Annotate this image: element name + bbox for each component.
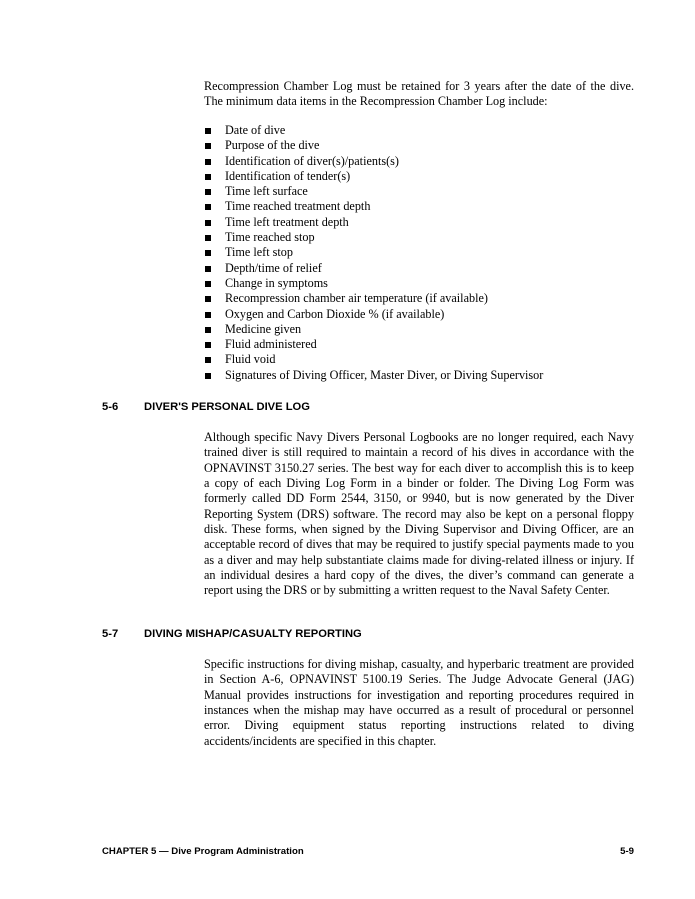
list-item-text: Medicine given bbox=[225, 321, 302, 336]
intro-paragraph: Recompression Chamber Log must be retained for 3 years after the date of the dive. The minimum data items in the Recompression Chamber Log include: bbox=[204, 79, 634, 109]
list-item-text: Recompression chamber air temperature (if available) bbox=[225, 291, 488, 306]
list-item-text: Time reached treatment depth bbox=[225, 199, 371, 214]
list-item-text: Identification of tender(s) bbox=[225, 168, 351, 183]
list-item bbox=[204, 169, 634, 184]
section-title: DIVER'S PERSONAL DIVE LOG bbox=[144, 401, 310, 413]
list-item bbox=[204, 337, 634, 352]
square-bullet-icon bbox=[205, 342, 211, 348]
list-item bbox=[204, 184, 634, 199]
square-bullet-icon bbox=[205, 296, 211, 302]
list-item-text: Change in symptoms bbox=[225, 275, 328, 290]
section-heading-5-7 bbox=[102, 627, 362, 641]
list-item bbox=[204, 291, 634, 306]
list-item-text: Date of dive bbox=[225, 123, 286, 137]
list-item bbox=[204, 261, 634, 276]
square-bullet-icon bbox=[205, 250, 211, 256]
square-bullet-icon bbox=[205, 373, 211, 379]
list-item-text: Time left treatment depth bbox=[225, 214, 349, 229]
section-number: 5-7 bbox=[102, 628, 119, 640]
footer-page-number: 5-9 bbox=[620, 846, 634, 857]
chamber-log-items-list bbox=[204, 123, 634, 383]
square-bullet-icon bbox=[205, 281, 211, 287]
footer-chapter-title: CHAPTER 5 — Dive Program Administration bbox=[102, 846, 304, 857]
list-item bbox=[204, 154, 634, 169]
list-item-text: Identification of diver(s)/patients(s) bbox=[225, 153, 399, 168]
square-bullet-icon bbox=[205, 189, 211, 195]
section-5-7-paragraph: Specific instructions for diving mishap, casualty, and hyperbaric treatment are provided in Section A-6, OPNAVINST 5100.19 Series. The Judge Advocate General (JAG) Manual provides instructions for investigation and reporting procedures required in instances when the mishap may have occurred as a result of procedural or personnel error. Diving equipment status reporting instructions related to diving accidents/incidents are specified in this chapter. bbox=[204, 657, 634, 748]
list-item-text: Time reached stop bbox=[225, 230, 315, 245]
list-item bbox=[204, 352, 634, 367]
list-item-text: Time left stop bbox=[225, 245, 293, 260]
list-item-text: Purpose of the dive bbox=[225, 138, 320, 153]
list-item bbox=[204, 230, 634, 245]
list-item-text: Oxygen and Carbon Dioxide % (if available) bbox=[225, 306, 445, 321]
square-bullet-icon bbox=[205, 357, 211, 363]
list-item bbox=[204, 368, 634, 383]
list-item bbox=[204, 215, 634, 230]
section-number: 5-6 bbox=[102, 401, 119, 413]
list-item-text: Depth/time of relief bbox=[225, 260, 322, 275]
square-bullet-icon bbox=[205, 174, 211, 180]
section-title: DIVING MISHAP/CASUALTY REPORTING bbox=[144, 628, 362, 640]
square-bullet-icon bbox=[205, 327, 211, 333]
list-item-text: Signatures of Diving Officer, Master Diver, or Diving Supervisor bbox=[225, 367, 544, 382]
list-item bbox=[204, 276, 634, 291]
square-bullet-icon bbox=[205, 220, 211, 226]
list-item bbox=[204, 138, 634, 153]
square-bullet-icon bbox=[205, 143, 211, 149]
square-bullet-icon bbox=[205, 159, 211, 165]
square-bullet-icon bbox=[205, 128, 211, 134]
square-bullet-icon bbox=[205, 235, 211, 241]
section-heading-5-6 bbox=[102, 400, 310, 414]
list-item bbox=[204, 307, 634, 322]
list-item bbox=[204, 123, 634, 138]
list-item-text: Fluid void bbox=[225, 352, 276, 367]
list-item bbox=[204, 322, 634, 337]
square-bullet-icon bbox=[205, 312, 211, 318]
list-item bbox=[204, 199, 634, 214]
list-item bbox=[204, 245, 634, 260]
square-bullet-icon bbox=[205, 204, 211, 210]
list-item-text: Fluid administered bbox=[225, 337, 317, 352]
section-5-6-paragraph: Although specific Navy Divers Personal Logbooks are no longer required, each Navy trained diver is still required to maintain a record of his dives in accordance with the OPNAVINST 3150.27 series. The best way for each diver to accomplish this is to keep a copy of each Diving Log Form in a binder or folder. The Diving Log Form was formerly called DD Form 2544, 3150, or 9940, but is now generated by the Diver Reporting System (DRS) software. The record may also be kept on a personal floppy disk. These forms, when signed by the Diving Supervisor and Diving Officer, are an acceptable record of dives that may be required to justify special payments made to you as a diver and may help substantiate claims made for diving-related illness or injury. If an individual desires a hard copy of the dives, the diver’s command can generate a report using the DRS or by submitting a written request to the Naval Safety Center. bbox=[204, 430, 634, 598]
list-item-text: Time left surface bbox=[225, 184, 308, 199]
square-bullet-icon bbox=[205, 266, 211, 272]
